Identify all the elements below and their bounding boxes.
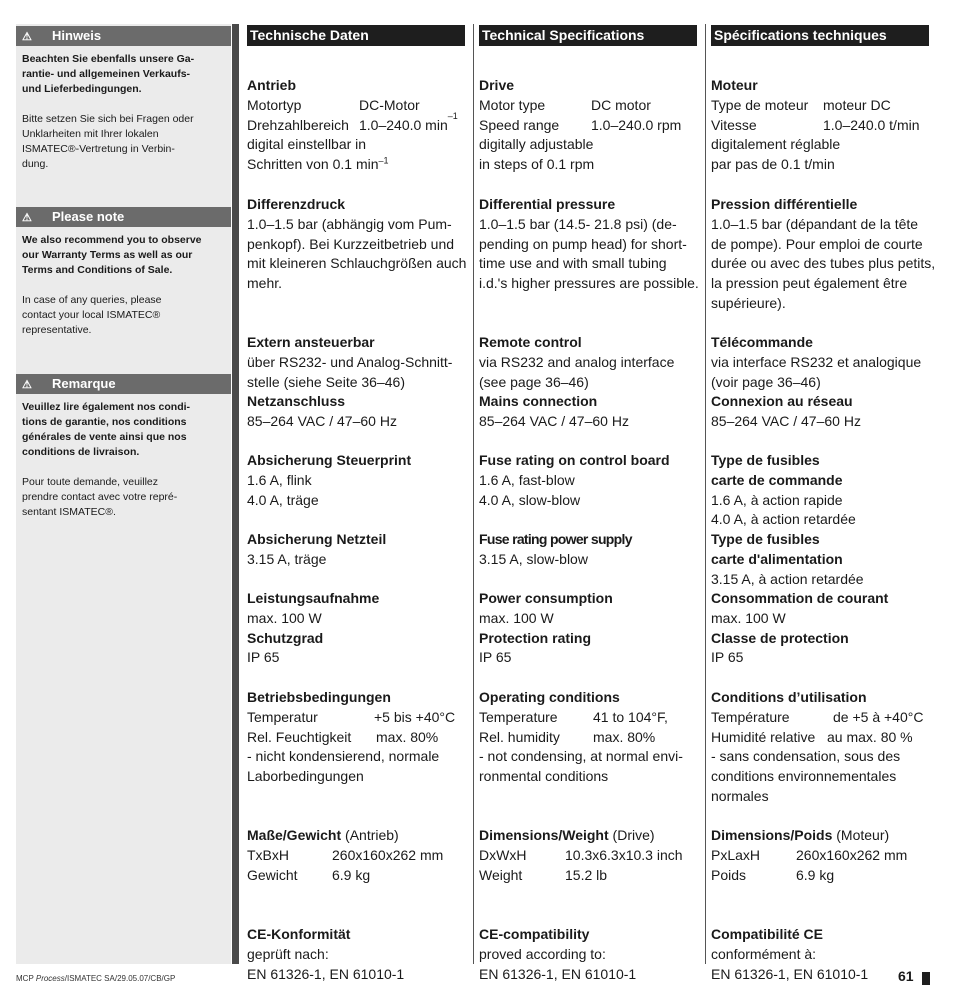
warning-icon: ⚠ — [22, 212, 32, 224]
spec-row: Type de moteur moteur DC — [711, 96, 891, 113]
text-line: i.d.'s higher pressures are possible. — [479, 275, 699, 292]
spec-row: Poids 6.9 kg — [711, 866, 835, 883]
section-power — [711, 589, 941, 668]
column-title: Technische Daten — [247, 25, 465, 46]
section-heading: carte de commande — [711, 471, 843, 488]
section-ce — [479, 925, 709, 984]
text-line: - sans condensation, sous des — [711, 748, 901, 765]
text-line: digital einstellbar in — [247, 136, 367, 153]
section-heading: Betriebsbedingungen — [247, 689, 391, 705]
spec-row: PxLaxH 260x160x262 mm — [711, 846, 908, 863]
section-power — [247, 589, 477, 668]
section-heading: Fuse rating on control board — [479, 452, 670, 468]
section-heading: Schutzgrad — [247, 629, 324, 646]
column-title: Technical Specifications — [479, 25, 697, 46]
text-line: 1.0–1.5 bar (14.5- 21.8 psi) (de- — [479, 215, 677, 232]
text-line: 85–264 VAC / 47–60 Hz — [711, 413, 861, 430]
text-line: pending on pump head) for short- — [479, 235, 687, 252]
text-line: conditions environnementales — [711, 768, 897, 785]
text-line: 1.6 A, flink — [247, 471, 312, 488]
section-heading: Remote control — [479, 334, 582, 350]
text-line: par pas de 0.1 t/min — [711, 156, 835, 173]
section-fuse-control — [711, 451, 941, 530]
section-drive — [247, 76, 477, 175]
section-heading: Power consumption — [479, 590, 613, 606]
text-line: in steps of 0.1 rpm — [479, 156, 595, 173]
section-heading: CE-Konformität — [247, 926, 351, 942]
text-line: EN 61326-1, EN 61010-1 — [247, 965, 405, 982]
text-line: durée ou avec des tubes plus petits, — [711, 255, 936, 272]
column-german — [247, 25, 467, 982]
section-dimensions — [711, 826, 941, 885]
section-heading: Antrieb — [247, 77, 296, 93]
text-line: 1.6 A, fast-blow — [479, 471, 575, 488]
spec-row: Drehzahlbereich 1.0–240.0 min –1 — [247, 110, 458, 133]
section-heading: Differential pressure — [479, 196, 616, 212]
text-line: Laborbedingungen — [247, 768, 364, 785]
note-remarque: ⚠ Remarque Veuillez lire également nos condi- tions de garantie, nos conditions générales de vente ainsi que nos conditions de livraison. Pour toute demande, veuillez prendre contact avec votre repré- sentant ISMATEC®. — [16, 374, 231, 535]
text-line: 1.0–1.5 bar (abhängig vom Pum- — [247, 215, 452, 232]
note-hinweis: ⚠ Hinweis Beachten Sie ebenfalls unsere Ga- rantie- und allgemeinen Verkaufs- und Lieferbedingungen. Bitte setzen Sie sich bei Fragen oder Unklarheiten mit Ihrer lokalen ISMATEC®-Vertretung in Verbin- dung. — [16, 26, 231, 187]
text-line: 4.0 A, träge — [247, 491, 319, 508]
text-line: 1.0–1.5 bar (dépandant de la tête — [711, 215, 919, 232]
text-line: time use and with small tubing — [479, 255, 667, 272]
note-please-note: ⚠ Please note We also recommend you to observe our Warranty Terms as well as our Terms and Conditions of Sale. In case of any queries, please contact your local ISMATEC® representative. — [16, 207, 231, 353]
section-heading: Extern ansteuerbar — [247, 334, 375, 350]
section-fuse-supply — [711, 530, 941, 589]
section-heading: Differenzdruck — [247, 196, 346, 212]
spec-row: Speed range 1.0–240.0 rpm — [479, 116, 682, 133]
section-remote-control — [479, 333, 709, 432]
footer-reference: MCP Process/ISMATEC SA/29.05.07/CB/GP — [16, 974, 176, 983]
text-line: 3.15 A, slow-blow — [479, 550, 588, 567]
section-drive — [479, 76, 709, 175]
section-heading: Connexion au réseau — [711, 393, 853, 410]
text-line: IP 65 — [479, 649, 512, 666]
section-heading: Conditions d’utilisation — [711, 689, 867, 705]
text-line: - not condensing, at normal envi- — [479, 748, 683, 765]
warning-icon: ⚠ — [22, 31, 32, 43]
text-line: mehr. — [247, 275, 283, 292]
text-line: ronmental conditions — [479, 768, 609, 785]
section-heading: Netzanschluss — [247, 393, 346, 410]
text-line: supérieure). — [711, 294, 786, 311]
text-line: - nicht kondensierend, normale — [247, 748, 440, 765]
section-heading: Operating conditions — [479, 689, 620, 705]
section-drive — [711, 76, 941, 175]
section-heading: Type de fusibles — [711, 531, 820, 547]
section-fuse-supply — [247, 530, 477, 570]
section-heading: Leistungsaufnahme — [247, 590, 380, 606]
text-line: 1.6 A, à action rapide — [711, 491, 843, 508]
text-line: normales — [711, 787, 769, 804]
text-line: via RS232 and analog interface — [479, 353, 675, 370]
section-heading: Type de fusibles — [711, 452, 820, 468]
section-heading: Dimensions/Poids (Moteur) — [711, 827, 890, 843]
text-line: geprüft nach: — [247, 945, 329, 962]
section-ce — [247, 925, 477, 984]
section-heading: Protection rating — [479, 629, 592, 646]
text-line: mit kleineren Schlauchgrößen auch — [247, 255, 467, 272]
section-fuse-supply — [479, 530, 709, 570]
text-line: 4.0 A, slow-blow — [479, 491, 581, 508]
text-line: max. 100 W — [479, 609, 554, 626]
note-header: ⚠ Hinweis — [16, 26, 231, 46]
page-number: 61 — [898, 968, 914, 984]
text-line: 3.15 A, à action retardée — [711, 570, 864, 587]
text-line: (voir page 36–46) — [711, 373, 821, 390]
text-line: EN 61326-1, EN 61010-1 — [479, 965, 637, 982]
spec-row: Gewicht 6.9 kg — [247, 866, 371, 883]
section-heading: Moteur — [711, 77, 758, 93]
sidebar-divider-bar — [232, 24, 239, 964]
section-fuse-control — [247, 451, 477, 510]
spec-row: Rel. Feuchtigkeit max. 80% — [247, 728, 439, 745]
text-line: proved according to: — [479, 945, 606, 962]
text-line: digitally adjustable — [479, 136, 594, 153]
section-heading: Absicherung Netzteil — [247, 531, 387, 547]
section-heading: Consommation de courant — [711, 590, 889, 606]
text-line: penkopf). Bei Kurzzeitbetrieb und — [247, 235, 455, 252]
section-dimensions — [479, 826, 709, 885]
text-line: 3.15 A, träge — [247, 550, 327, 567]
text-line: (see page 36–46) — [479, 373, 589, 390]
section-differential-pressure — [247, 195, 477, 294]
text-line: IP 65 — [247, 649, 280, 666]
section-heading: Maße/Gewicht (Antrieb) — [247, 827, 399, 843]
text-line: stelle (siehe Seite 36–46) — [247, 373, 405, 390]
section-heading: Mains connection — [479, 393, 598, 410]
section-heading: Fuse rating power supply — [479, 531, 632, 547]
text-line: 4.0 A, à action retardée — [711, 511, 856, 528]
section-operating-conditions — [247, 688, 477, 787]
spec-row: Vitesse 1.0–240.0 t/min — [711, 116, 920, 133]
text-line: Schritten von 0.1 $\min^{-1}$ — [247, 155, 389, 173]
note-header: ⚠ Please note — [16, 207, 231, 227]
section-differential-pressure — [711, 195, 941, 314]
section-remote-control — [247, 333, 477, 432]
spec-row: Motortyp DC-Motor — [247, 96, 420, 113]
section-heading: CE-compatibility — [479, 926, 590, 942]
text-line: digitalement réglable — [711, 136, 841, 153]
section-heading: Absicherung Steuerprint — [247, 452, 412, 468]
spec-row: Motor type DC motor — [479, 96, 651, 113]
spec-row: Weight 15.2 lb — [479, 866, 608, 883]
section-fuse-control — [479, 451, 709, 510]
section-heading: carte d'alimentation — [711, 550, 843, 567]
text-line: über RS232- und Analog-Schnitt- — [247, 353, 453, 370]
section-heading: Drive — [479, 77, 515, 93]
text-line: de pompe). Pour emploi de courte — [711, 235, 923, 252]
column-french — [711, 25, 936, 982]
section-dimensions — [247, 826, 477, 885]
section-heading: Pression différentielle — [711, 196, 858, 212]
spec-row: DxWxH 10.3x6.3x10.3 inch — [479, 846, 683, 863]
text-line: max. 100 W — [247, 609, 322, 626]
text-line: EN 61326-1, EN 61010-1 — [711, 965, 869, 982]
text-line: via interface RS232 et analogique — [711, 353, 922, 370]
text-line: la pression peut également être — [711, 275, 908, 292]
text-line: conformément à: — [711, 945, 817, 962]
section-operating-conditions — [479, 688, 709, 787]
section-differential-pressure — [479, 195, 709, 294]
text-line: IP 65 — [711, 649, 744, 666]
section-heading: Compatibilité CE — [711, 926, 824, 942]
spec-row: TxBxH 260x160x262 mm — [247, 846, 444, 863]
section-remote-control — [711, 333, 941, 432]
column-english — [479, 25, 699, 982]
note-header: ⚠ Remarque — [16, 374, 231, 394]
section-heading: Classe de protection — [711, 629, 849, 646]
spec-row: Humidité relative au max. 80 % — [711, 728, 913, 745]
warning-icon: ⚠ — [22, 379, 32, 391]
text-line: 85–264 VAC / 47–60 Hz — [247, 413, 397, 430]
section-heading: Dimensions/Weight (Drive) — [479, 827, 655, 843]
text-line: max. 100 W — [711, 609, 786, 626]
page-marker — [922, 972, 930, 985]
section-heading: Télécommande — [711, 334, 813, 350]
section-operating-conditions — [711, 688, 941, 807]
text-line: 85–264 VAC / 47–60 Hz — [479, 413, 629, 430]
column-title: Spécifications techniques — [711, 25, 929, 46]
spec-row: Température de +5 à +40°C — [711, 708, 924, 725]
spec-row: Temperature 41 to 104°F, — [479, 708, 668, 725]
spec-row: Rel. humidity max. 80% — [479, 728, 656, 745]
spec-row: Temperatur +5 bis +40°C — [247, 708, 456, 725]
section-power — [479, 589, 709, 668]
